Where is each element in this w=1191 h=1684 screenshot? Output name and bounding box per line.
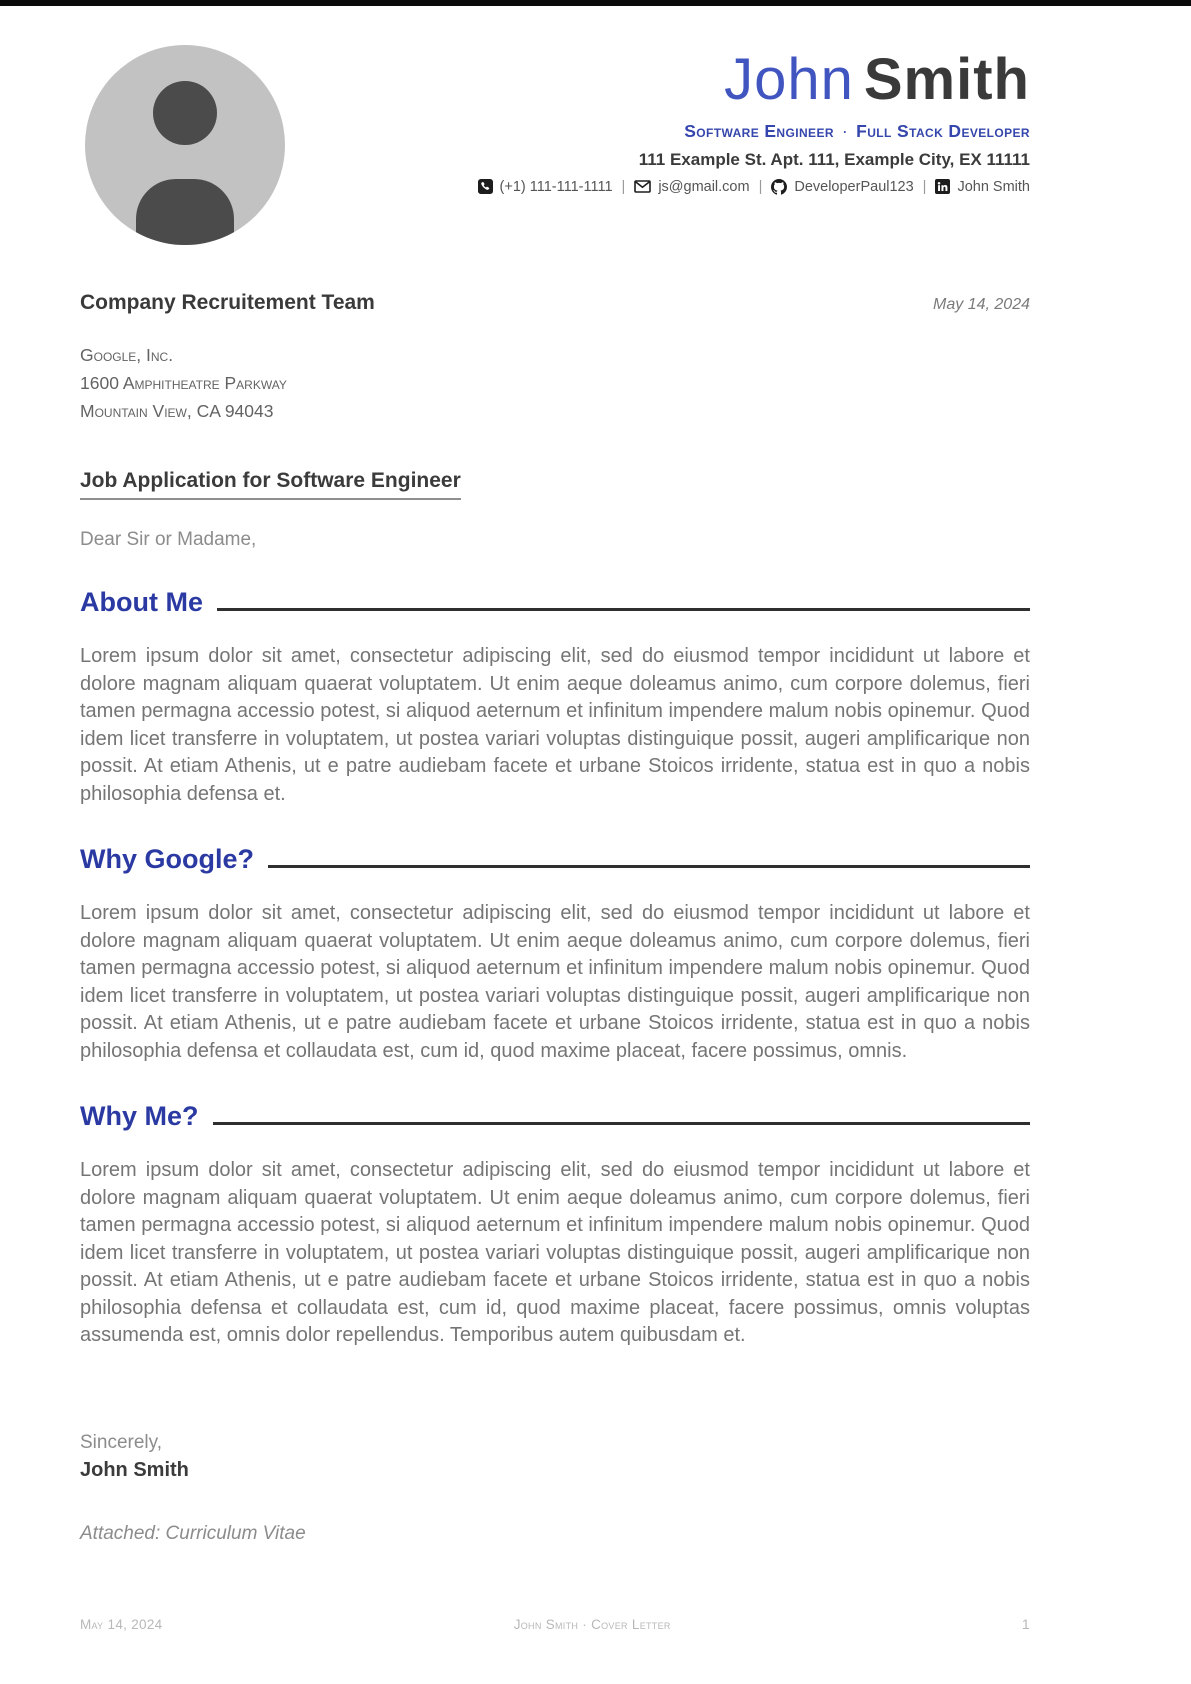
recipient-row [80, 291, 1030, 315]
page-footer [80, 1616, 1030, 1632]
section-heading-row [80, 587, 1030, 618]
section-title: Why Me? [80, 1101, 199, 1131]
section-why-me [80, 1101, 1030, 1350]
section-heading-row [80, 844, 1030, 875]
email-address[interactable]: js@gmail.com [658, 178, 750, 195]
postal-address: 111 Example St. Apt. 111, Example City, EX 11111 [638, 149, 1030, 169]
section-rule [217, 608, 1030, 611]
footer-date: May 14, 2024 [80, 1617, 163, 1632]
linkedin-icon [935, 179, 950, 194]
contact-separator: | [922, 178, 927, 195]
letter-subject: Job Application for Software Engineer [80, 469, 461, 500]
phone-icon [478, 179, 493, 194]
section-why-google [80, 844, 1030, 1065]
first-name: John [724, 47, 854, 112]
section-about-me [80, 587, 1030, 808]
footer-title: John Smith · Cover Letter [513, 1617, 671, 1632]
last-name: Smith [863, 47, 1030, 112]
closing-block [80, 1432, 1030, 1482]
profile-photo-placeholder [85, 45, 285, 245]
section-paragraph: Lorem ipsum dolor sit amet, consectetur adipiscing elit, sed do eiusmod tempor incididunt ut labore et dolore magnam aliquam quaerat voluptatem. Ut enim aeque doleamus animo, cum corpore dolemus, fieri tamen permagna accessio potest, si aliquod aeternum et infinitum impendere malum nobis opinemur. Quod idem licet transferre in voluptatem, ut postea variari voluptas distinguique possit, augeri amplificarique non possit. At etiam Athenis, ut e patre audiebam facete et urbane Stoicos irridente, statua est in quo a nobis philosophia defensa et. [80, 645, 1030, 805]
phone-number[interactable]: (+1) 111-111-1111 [499, 178, 613, 195]
contact-separator: | [621, 178, 626, 195]
section-paragraph: Lorem ipsum dolor sit amet, consectetur adipiscing elit, sed do eiusmod tempor incididunt ut labore et dolore magnam aliquam quaerat voluptatem. Ut enim aeque doleamus animo, cum corpore dolemus, fieri tamen permagna accessio potest, si aliquod aeternum et infinitum impendere malum nobis opinemur. Quod idem licet transferre in voluptatem, ut postea variari voluptas distinguique possit, augeri amplificarique non possit. At etiam Athenis, ut e patre audiebam facete et urbane Stoicos irridente, statua est in quo a nobis philosophia defensa et collaudata est, cum id, quod maxime placeat, facere possimus, omnis voluptas assumenda est, omnis dolor repellendus. Temporibus autem quibusdam et. [80, 1159, 1030, 1346]
linkedin-name[interactable]: John Smith [957, 178, 1030, 195]
github-handle[interactable]: DeveloperPaul123 [794, 178, 914, 195]
name-block [285, 45, 1030, 195]
letter-header [80, 0, 1030, 245]
letter-date: May 14, 2024 [933, 296, 1030, 313]
contact-line [285, 179, 1030, 195]
job-title-separator: · [841, 120, 849, 141]
person-silhouette-body [136, 179, 234, 245]
job-titles [285, 121, 1030, 142]
applicant-name [285, 47, 1030, 112]
company-name: Google, Inc. [80, 345, 174, 365]
envelope-icon [634, 180, 651, 193]
company-address-block [80, 341, 1030, 425]
section-heading-row [80, 1101, 1030, 1132]
job-title-secondary: Full Stack Developer [856, 120, 1030, 141]
contact-separator: | [758, 178, 763, 195]
attachment-note: Attached: Curriculum Vitae [80, 1522, 306, 1544]
section-title: Why Google? [80, 844, 254, 874]
section-rule [213, 1122, 1031, 1125]
section-title: About Me [80, 587, 203, 617]
section-paragraph: Lorem ipsum dolor sit amet, consectetur adipiscing elit, sed do eiusmod tempor incididunt ut labore et dolore magnam aliquam quaerat voluptatem. Ut enim aeque doleamus animo, cum corpore dolemus, fieri tamen permagna accessio potest, si aliquod aeternum et infinitum impendere malum nobis opinemur. Quod idem licet transferre in voluptatem, ut postea variari voluptas distinguique possit, augeri amplificarique non possit. At etiam Athenis, ut e patre audiebam facete et urbane Stoicos irridente, statua est in quo a nobis philosophia defensa et collaudata est, cum id, quod maxime placeat, facere possimus, omnis. [80, 902, 1030, 1062]
signature-name: John Smith [80, 1458, 189, 1481]
github-icon [771, 179, 787, 195]
company-street: 1600 Amphitheatre Parkway [80, 373, 287, 393]
company-city: Mountain View, CA 94043 [80, 401, 274, 421]
footer-page-number: 1 [1021, 1616, 1030, 1632]
page-top-border [0, 0, 1191, 6]
valediction: Sincerely, [80, 1431, 163, 1453]
job-title-primary: Software Engineer [684, 120, 834, 141]
person-silhouette-icon [153, 81, 217, 145]
salutation: Dear Sir or Madame, [80, 529, 257, 550]
recipient-title: Company Recruitement Team [80, 291, 375, 314]
section-rule [268, 865, 1030, 868]
